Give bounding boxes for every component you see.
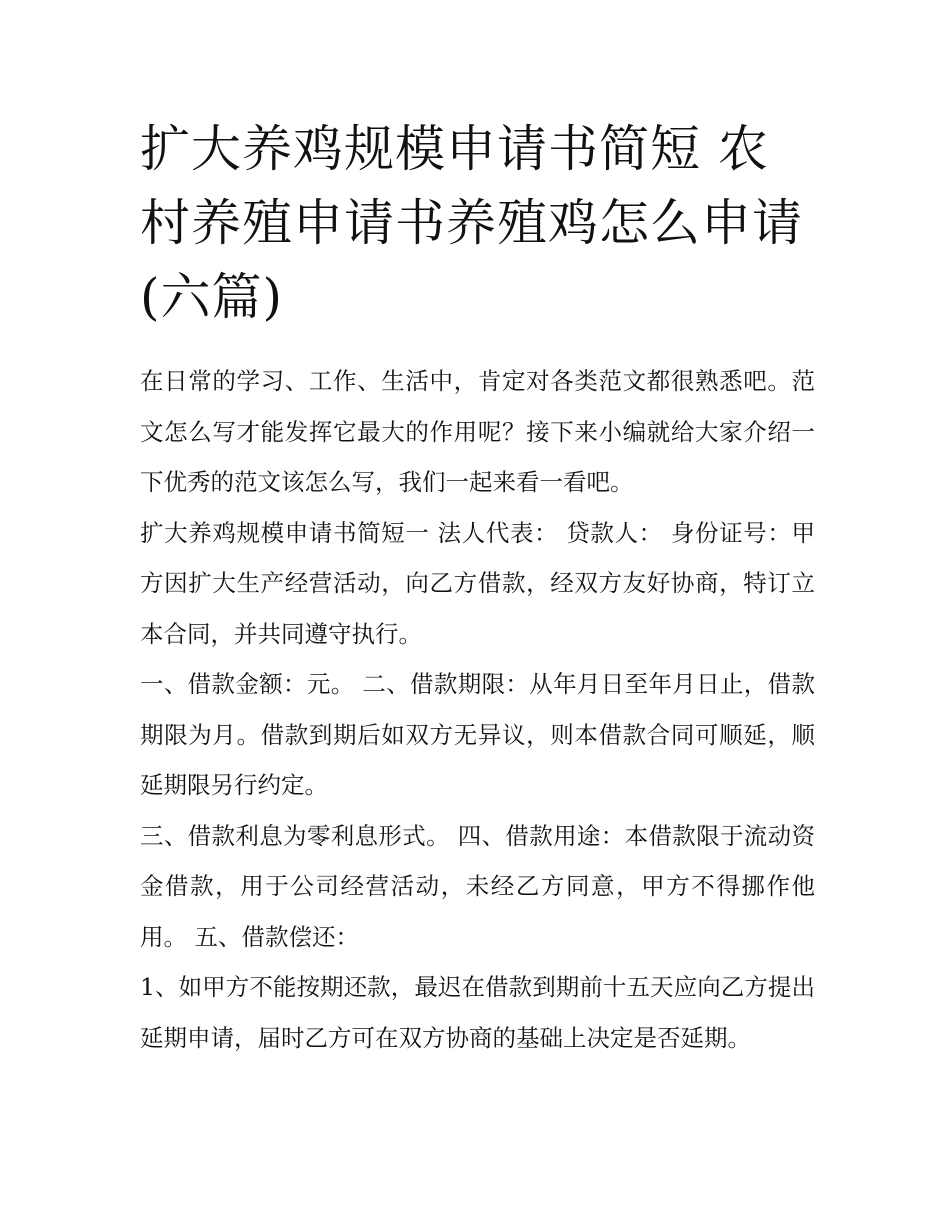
paragraph-intro: 在日常的学习、工作、生活中，肯定对各类范文都很熟悉吧。范文怎么写才能发挥它最大的作用呢？接下来小编就给大家介绍一下优秀的范文该怎么写，我们一起来看一看吧。 <box>140 367 815 496</box>
paragraph-interest-usage: 三、借款利息为零利息形式。 四、借款用途：本借款限于流动资金借款，用于公司经营活动，未经乙方同意，甲方不得挪作他用。 五、借款偿还： <box>140 821 815 951</box>
paragraph-repayment-extension: 1、如甲方不能按期还款，最迟在借款到期前十五天应向乙方提出延期申请，届时乙方可在双方协商的基础上决定是否延期。 <box>140 973 815 1052</box>
document-body <box>140 356 815 1063</box>
paragraph-loan-amount-term: 一、借款金额：元。 二、借款期限：从年月日至年月日止，借款期限为月。借款到期后如双方无异议，则本借款合同可顺延，顺延期限另行约定。 <box>140 670 815 799</box>
document-content <box>140 112 815 1063</box>
document-title: 扩大养鸡规模申请书简短 农村养殖申请书养殖鸡怎么申请(六篇) <box>140 120 803 326</box>
paragraph-contract-parties: 扩大养鸡规模申请书简短一 法人代表： 贷款人： 身份证号：甲方因扩大生产经营活动，向乙方借款，经双方友好协商，特订立本合同，并共同遵守执行。 <box>140 518 815 648</box>
